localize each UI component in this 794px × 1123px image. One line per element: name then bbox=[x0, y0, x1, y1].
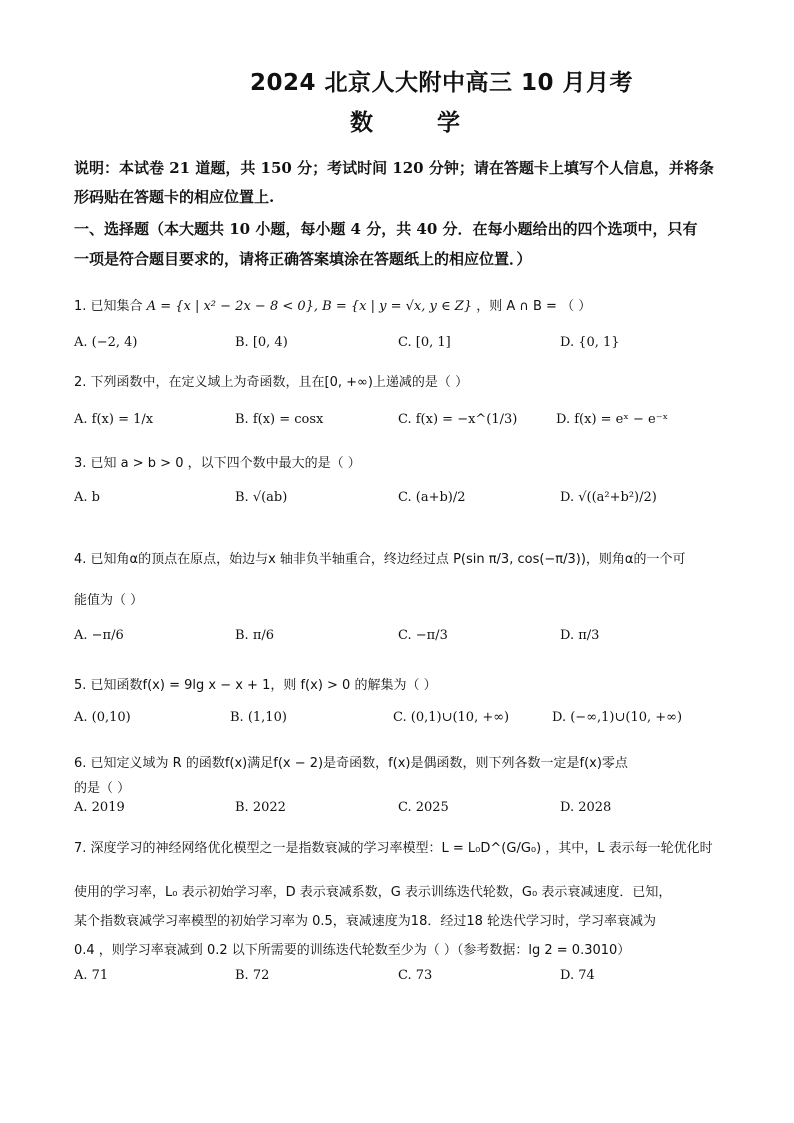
question-2-stem: 2. 下列函数中，在定义域上为奇函数，且在[0, +∞)上递减的是（ ） bbox=[74, 375, 469, 390]
question-5-option-c[interactable]: C. (0,1)∪(10, +∞) bbox=[393, 710, 510, 725]
question-3-stem: 3. 已知 a > b > 0 ，以下四个数中最大的是（ ） bbox=[74, 456, 361, 471]
question-3-option-c[interactable]: C. (a+b)/2 bbox=[398, 490, 466, 505]
question-5-stem: 5. 已知函数f(x) = 9lg x − x + 1，则 f(x) > 0 的解集为（ ） bbox=[74, 678, 437, 693]
question-4-option-c[interactable]: C. −π/3 bbox=[398, 628, 448, 643]
question-4-option-d[interactable]: D. π/3 bbox=[560, 628, 600, 643]
question-4-option-a[interactable]: A. −π/6 bbox=[74, 628, 124, 643]
question-7-option-c[interactable]: C. 73 bbox=[398, 968, 433, 983]
instructions-line-2: 形码贴在答题卡的相应位置上. bbox=[74, 188, 275, 206]
question-5-option-a[interactable]: A. (0,10) bbox=[74, 710, 131, 725]
question-6-option-d[interactable]: D. 2028 bbox=[560, 800, 612, 815]
question-1-option-d[interactable]: D. {0, 1} bbox=[560, 335, 620, 350]
question-6-stem-line-1: 6. 已知定义域为 R 的函数f(x)满足f(x − 2)是奇函数，f(x)是偶函数，则下列各数一定是f(x)零点 bbox=[74, 756, 628, 771]
question-4-stem-line-2: 能值为（ ） bbox=[74, 593, 144, 608]
question-2-option-b[interactable]: B. f(x) = cosx bbox=[235, 412, 324, 427]
instructions-line-1: 说明：本试卷 21 道题，共 150 分；考试时间 120 分钟；请在答题卡上填写个人信息，并将条 bbox=[74, 159, 714, 177]
question-2-option-d[interactable]: D. f(x) = eˣ − e⁻ˣ bbox=[556, 412, 669, 427]
question-6-option-a[interactable]: A. 2019 bbox=[74, 800, 125, 815]
question-6-stem-line-2: 的是（ ） bbox=[74, 781, 131, 796]
question-1-option-b[interactable]: B. [0, 4) bbox=[235, 335, 288, 350]
section-heading-line-1: 一、选择题（本大题共 10 小题，每小题 4 分，共 40 分．在每小题给出的四个选项中，只有 bbox=[74, 220, 698, 238]
section-heading-line-2: 一项是符合题目要求的，请将正确答案填涂在答题纸上的相应位置．） bbox=[74, 250, 532, 268]
question-3-option-d[interactable]: D. √((a²+b²)/2) bbox=[560, 490, 657, 505]
question-7-stem-line-1: 7. 深度学习的神经网络优化模型之一是指数衰减的学习率模型：L = L₀D^(G/G₀) ，其中，L 表示每一轮优化时 bbox=[74, 841, 713, 856]
question-7-stem-line-2: 使用的学习率，L₀ 表示初始学习率，D 表示衰减系数，G 表示训练迭代轮数，G₀ 表示衰减速度．已知， bbox=[74, 885, 672, 900]
question-5-option-b[interactable]: B. (1,10) bbox=[230, 710, 287, 725]
question-1-suffix: ，则 A ∩ B = （ ） bbox=[476, 299, 592, 314]
question-7-option-a[interactable]: A. 71 bbox=[74, 968, 109, 983]
question-4-stem-line-1: 4. 已知角α的顶点在原点，始边与x 轴非负半轴重合，终边经过点 P(sin π/3, cos(−π/3))，则角α的一个可 bbox=[74, 552, 686, 567]
question-3-option-a[interactable]: A. b bbox=[74, 490, 100, 505]
question-3-option-b[interactable]: B. √(ab) bbox=[235, 490, 288, 505]
question-1-math: A = {x | x² − 2x − 8 < 0}, B = {x | y = √x, y ∈ Z} bbox=[146, 299, 473, 314]
question-2-option-a[interactable]: A. f(x) = 1/x bbox=[74, 412, 154, 427]
subject-title: 数 学 bbox=[350, 110, 489, 136]
question-6-option-b[interactable]: B. 2022 bbox=[235, 800, 286, 815]
question-7-stem-line-4: 0.4 ，则学习率衰减到 0.2 以下所需要的训练迭代轮数至少为（ ）（参考数据：lg 2 = 0.3010） bbox=[74, 943, 631, 958]
exam-title: 2024 北京人大附中高三 10 月月考 bbox=[250, 70, 634, 96]
question-7-option-b[interactable]: B. 72 bbox=[235, 968, 270, 983]
question-7-option-d[interactable]: D. 74 bbox=[560, 968, 595, 983]
question-2-option-c[interactable]: C. f(x) = −x^(1/3) bbox=[398, 412, 518, 427]
question-7-stem-line-3: 某个指数衰减学习率模型的初始学习率为 0.5，衰减速度为18．经过18 轮迭代学习时，学习率衰减为 bbox=[74, 914, 657, 929]
question-6-option-c[interactable]: C. 2025 bbox=[398, 800, 449, 815]
question-5-option-d[interactable]: D. (−∞,1)∪(10, +∞) bbox=[552, 710, 683, 725]
question-1-option-a[interactable]: A. (−2, 4) bbox=[74, 335, 138, 350]
question-1-prefix: 1. 已知集合 bbox=[74, 299, 143, 314]
question-1-stem bbox=[74, 295, 591, 314]
question-1-option-c[interactable]: C. [0, 1] bbox=[398, 335, 451, 350]
question-4-option-b[interactable]: B. π/6 bbox=[235, 628, 275, 643]
